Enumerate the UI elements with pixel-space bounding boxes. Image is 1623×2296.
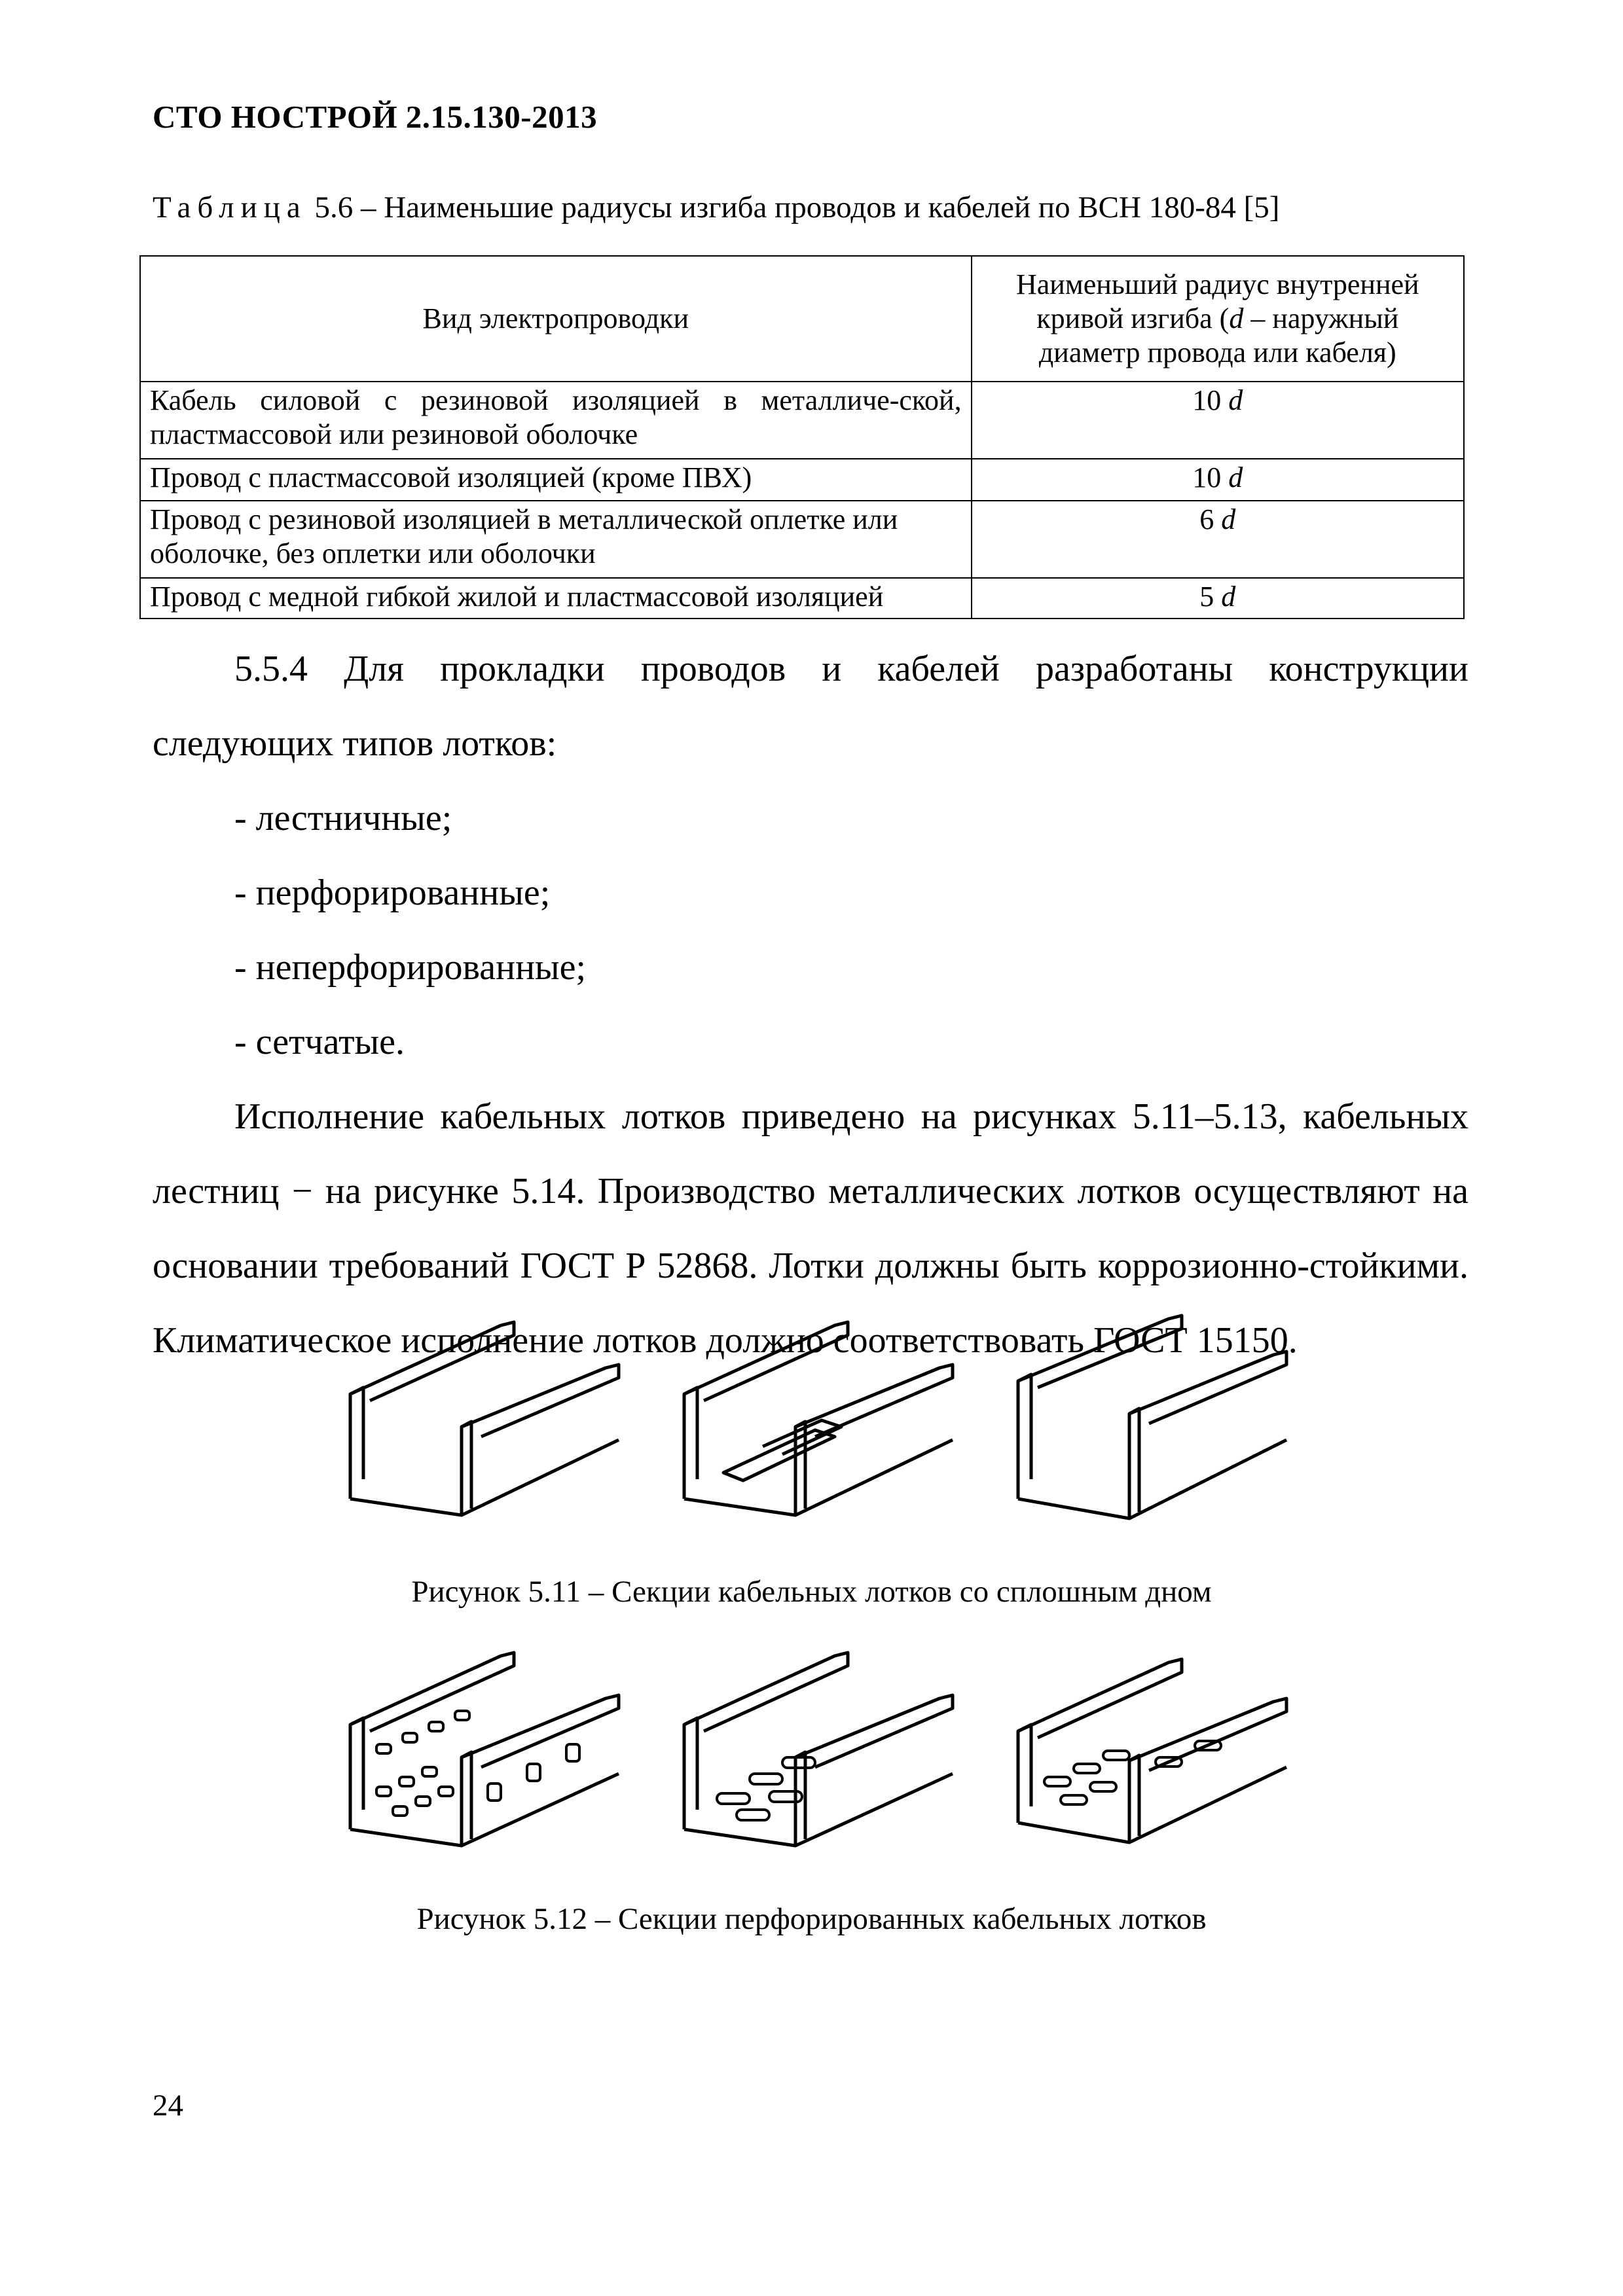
radius-var: d bbox=[1228, 384, 1243, 416]
table-caption-prefix: Таблица bbox=[153, 190, 307, 224]
table-row bbox=[140, 459, 1464, 501]
radius-coef: 6 bbox=[1199, 503, 1214, 535]
radius-cell bbox=[972, 382, 1464, 459]
figure-5-12-caption: Рисунок 5.12 – Секции перфорированных кабельных лотков bbox=[416, 1902, 1207, 1936]
column-header-text: кривой изгиба ( bbox=[1036, 302, 1230, 335]
wiring-type-cell: Провод с пластмассовой изоляцией (кроме ПВХ) bbox=[140, 459, 972, 501]
wiring-type-cell: Провод с медной гибкой жилой и пластмассовой изоляцией bbox=[140, 578, 972, 619]
paragraph-trays: Исполнение кабельных лотков приведено на рисунках 5.11–5.13, кабельных лестниц − на рисунке 5.14. Производство металлических лотков осуществляют на основании требований ГОСТ Р 52868. Лотки должны быть коррозионно-стойкими. Климатическое исполнение лотков должно соответствовать ГОСТ 15150. bbox=[153, 1096, 1468, 1361]
radius-var: d bbox=[1221, 581, 1236, 613]
list-item: - сетчатые. bbox=[234, 1022, 405, 1062]
wiring-type-cell: Провод с резиновой изоляцией в металлической оплетке или оболочке, без оплетки или оболочки bbox=[140, 501, 972, 578]
column-header-line: Наименьший радиус внутренней bbox=[1016, 268, 1419, 301]
radius-cell bbox=[972, 459, 1464, 501]
perforated-tray-oval-drawing bbox=[998, 1646, 1293, 1869]
column-header-line: диаметр провода или кабеля) bbox=[1038, 336, 1396, 368]
paragraph-5-5-4: 5.5.4 Для прокладки проводов и кабелей разработаны конструкции следующих типов лотков: bbox=[153, 649, 1468, 764]
column-header-text: – наружный bbox=[1243, 302, 1399, 335]
radius-var: d bbox=[1228, 461, 1243, 493]
solid-tray-deep-drawing bbox=[998, 1309, 1293, 1538]
radius-coef: 5 bbox=[1199, 581, 1214, 613]
radius-cell bbox=[972, 578, 1464, 619]
table-row bbox=[140, 501, 1464, 578]
column-header-variable: d bbox=[1229, 302, 1244, 335]
list-item: - лестничные; bbox=[234, 798, 452, 838]
body-text bbox=[153, 632, 1468, 1378]
figure-5-11-caption: Рисунок 5.11 – Секции кабельных лотков со сплошным дном bbox=[411, 1575, 1212, 1609]
figure-5-12 bbox=[0, 1646, 1623, 1869]
wiring-type-cell: Кабель силовой с резиновой изоляцией в металличе-ской, пластмассовой или резиновой оболочке bbox=[140, 382, 972, 459]
list-item: - перфорированные; bbox=[234, 872, 551, 913]
table-header-row bbox=[140, 256, 1464, 382]
radius-coef: 10 bbox=[1192, 384, 1222, 416]
radius-var: d bbox=[1221, 503, 1236, 535]
table-row bbox=[140, 578, 1464, 619]
figure-5-11 bbox=[0, 1309, 1623, 1538]
document-code: СТО НОСТРОЙ 2.15.130-2013 bbox=[153, 99, 598, 135]
solid-tray-drawing bbox=[331, 1309, 625, 1538]
perforated-tray-slotted-drawing bbox=[665, 1646, 959, 1869]
table-caption bbox=[153, 190, 1279, 225]
radius-cell bbox=[972, 501, 1464, 578]
page-number: 24 bbox=[153, 2089, 183, 2123]
perforated-tray-drawing bbox=[331, 1646, 625, 1869]
column-header-line bbox=[981, 302, 1454, 336]
table-caption-text: 5.6 – Наименьшие радиусы изгиба проводов и кабелей по ВСН 180-84 [5] bbox=[306, 190, 1280, 224]
radius-coef: 10 bbox=[1192, 461, 1222, 493]
column-header-wiring-type: Вид электропроводки bbox=[140, 256, 972, 382]
list-item: - неперфорированные; bbox=[234, 947, 587, 988]
bend-radius-table bbox=[139, 255, 1465, 619]
table-row bbox=[140, 382, 1464, 459]
solid-tray-with-divider-drawing bbox=[665, 1309, 959, 1538]
column-header-bend-radius bbox=[972, 256, 1464, 382]
